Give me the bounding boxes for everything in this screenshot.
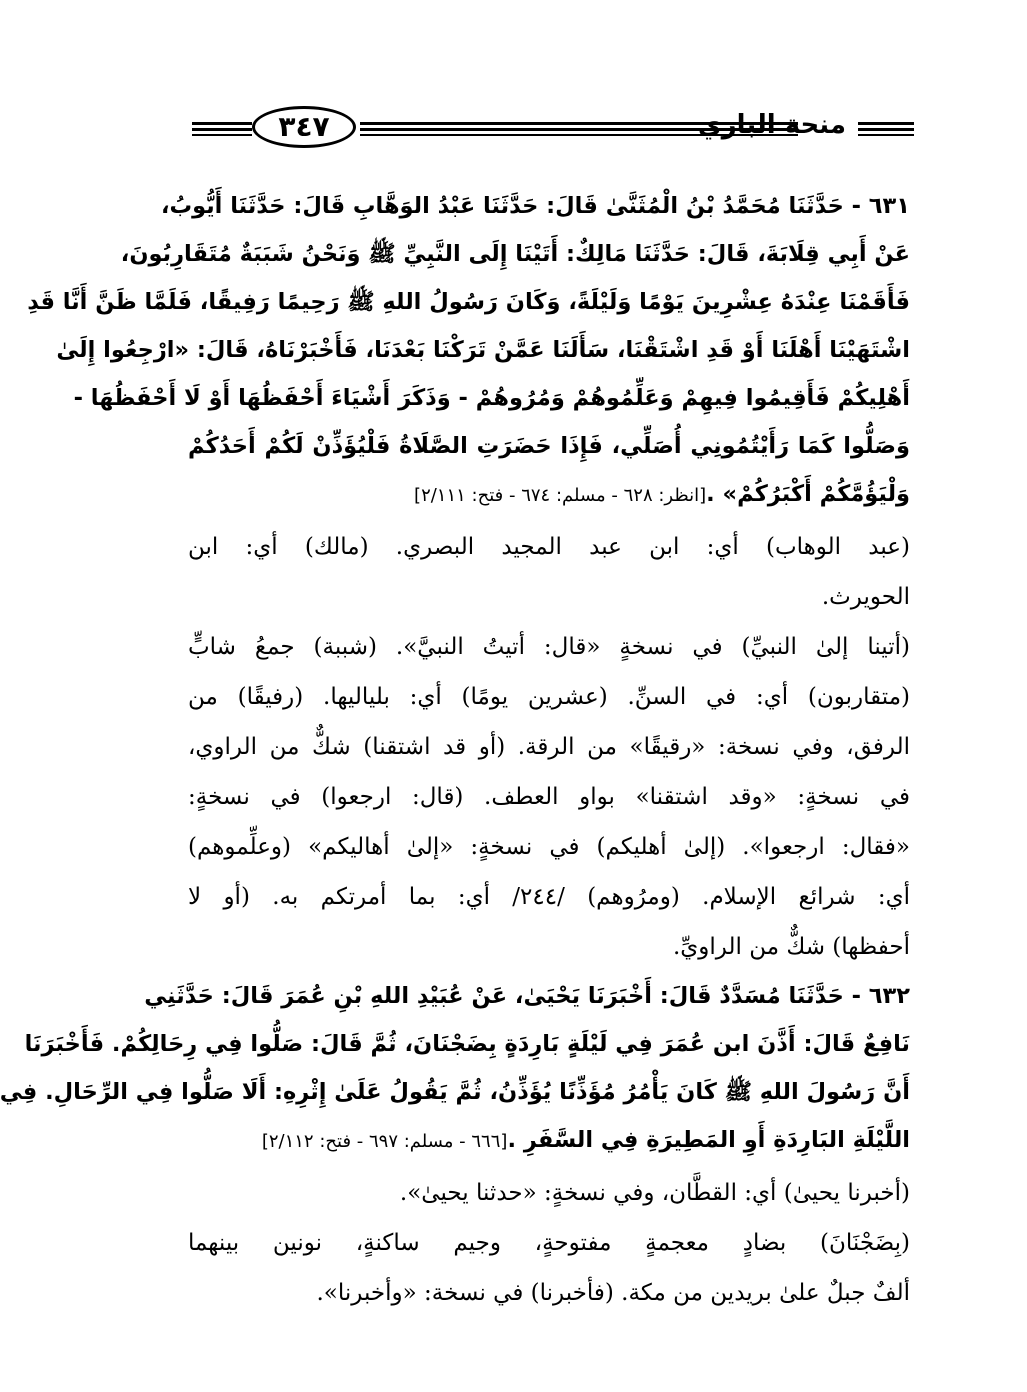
page-header (192, 100, 914, 160)
commentary-paragraph (188, 1218, 910, 1318)
commentary-line: «فقال: ارجعوا». (إلىٰ أهليكم) في نسخةٍ: «إلىٰ أهاليكم» (وعلِّموهم) (188, 834, 910, 860)
commentary-line: الرفق، وفي نسخة: «رقيقًا» من الرقة. (أو قد اشتقنا) شكٌّ من الراوي، (188, 734, 910, 760)
commentary-line: في نسخةٍ: «وقد اشتقنا» بواو العطف. (قال: ارجعوا) في نسخةٍ: (188, 784, 910, 810)
commentary-line: (متقاربون) أي: في السنِّ. (عشرين يومًا) أي: بلياليها. (رفيقًا) من (188, 684, 910, 710)
hadith-line-last (188, 470, 910, 518)
commentary-632 (188, 1168, 910, 1318)
commentary-line-last: (أخبرنا يحيىٰ) أي: القطَّان، وفي نسخةٍ: «حدثنا يحيىٰ». (399, 1180, 910, 1206)
hadith-text-end: وَلْيَؤُمَّكُمْ أَكْبَرُكُمْ» . (706, 481, 910, 507)
hadith-line: وَصَلُّوا كَمَا رَأَيْتُمُونِي أُصَلِّي، فَإِذَا حَضَرَتِ الصَّلَاةُ فَلْيُؤَذِّنْ لَكُمْ أَحَدُكُمْ (188, 433, 910, 459)
commentary-line-last: أحفظها) شكٌّ من الراويِّ. (672, 934, 910, 960)
commentary-paragraph (188, 622, 910, 972)
commentary-line-last: الحويرث. (821, 584, 910, 610)
hadith-line-last (188, 1116, 910, 1164)
commentary-line: أي: شرائع الإسلام. (ومرُوهم) /٢٤٤/ أي: بما أمرتكم به. (أو لا (188, 884, 910, 910)
hadith-631 (27, 182, 910, 518)
book-title: منحة الباري (697, 110, 846, 140)
commentary-line: (أتينا إلىٰ النبيِّ) في نسخةٍ «قال: أتيتُ النبيَّ». (شببة) جمعُ شابٍّ (188, 634, 910, 660)
commentary-line: (بِضَجْنَانَ) بضادٍ معجمةٍ مفتوحةٍ، وجيم ساكنةٍ، نونين بينهما (188, 1230, 910, 1256)
hadith-text-end: اللَّيْلَةِ البَارِدَةِ أَوِ المَطِيرَةِ فِي السَّفَرِ . (507, 1127, 910, 1153)
hadith-line: عَنْ أَبِي قِلَابَةَ، قَالَ: حَدَّثَنَا مَالِكٌ: أَتَيْنَا إِلَى النَّبِيِّ ﷺ وَنَحْنُ شَبَبَةٌ مُتَقَارِبُونَ، (120, 241, 910, 267)
hadith-reference: [انظر: ٦٢٨ - مسلم: ٦٧٤ - فتح: ٢/١١١] (414, 485, 707, 506)
commentary-line: (عبد الوهاب) أي: ابن عبد المجيد البصري. (مالك) أي: ابن (188, 534, 910, 560)
hadith-line: فَأَقَمْنَا عِنْدَهُ عِشْرِينَ يَوْمًا وَلَيْلَةً، وَكَانَ رَسُولُ اللهِ ﷺ رَحِيمًا رَفِيقًا، فَلَمَّا ظَنَّ أَنَّا قَدِ (27, 289, 910, 315)
hadith-line: أَهْلِيكُمْ فَأَقِيمُوا فِيهِمْ وَعَلِّمُوهُمْ وَمُرُوهُمْ - وَذَكَرَ أَشْيَاءَ أَحْفَظُهَا أَوْ لَا أَحْفَظُهَا - (73, 385, 910, 411)
hadith-line: نَافِعٌ قَالَ: أَذَّنَ ابن عُمَرَ فِي لَيْلَةٍ بَارِدَةٍ بِضَجْنَانَ، ثُمَّ قَالَ: صَلُّوا فِي رِحَالِكُمْ. فَأَخْبَرَنَا (24, 1031, 910, 1057)
hadith-line: ٦٣٢ - حَدَّثَنَا مُسَدَّدٌ قَالَ: أَخْبَرَنَا يَحْيَىٰ، عَنْ عُبَيْدِ اللهِ بْنِ عُمَرَ قَالَ: حَدَّثَنِي (144, 983, 910, 1009)
page-content (0, 182, 910, 1318)
hadith-line: ٦٣١ - حَدَّثَنَا مُحَمَّدُ بْنُ الْمُثَنَّىٰ قَالَ: حَدَّثَنَا عَبْدُ الوَهَّابِ قَالَ: حَدَّثَنَا أَيُّوبُ، (160, 193, 910, 219)
hadith-line: أَنَّ رَسُولَ اللهِ ﷺ كَانَ يَأْمُرُ مُؤَذِّنًا يُؤَذِّنُ، ثُمَّ يَقُولُ عَلَىٰ إِثْرِهِ: أَلَا صَلُّوا فِي الرِّحَالِ. فِي (0, 1079, 910, 1105)
hadith-reference: [٦٦٦ - مسلم: ٦٩٧ - فتح: ٢/١١٢] (261, 1131, 508, 1152)
header-rule-right (858, 122, 914, 136)
header-rule-left (192, 122, 252, 136)
page-number-frame (252, 106, 356, 148)
page-number: ٣٤٧ (278, 110, 330, 143)
commentary-paragraph (188, 522, 910, 622)
commentary-paragraph (188, 1168, 910, 1218)
hadith-632 (0, 972, 910, 1164)
hadith-line: اشْتَهَيْنَا أَهْلَنَا أَوْ قَدِ اشْتَقْنَا، سَأَلَنَا عَمَّنْ تَرَكْنَا بَعْدَنَا، فَأَخْبَرْنَاهُ، قَالَ: «ارْجِعُوا إِلَىٰ (56, 337, 910, 363)
commentary-line-last: ألفٌ جبلٌ علىٰ بريدين من مكة. (فأخبرنا) في نسخة: «وأخبرنا». (316, 1280, 910, 1306)
commentary-631 (188, 522, 910, 972)
